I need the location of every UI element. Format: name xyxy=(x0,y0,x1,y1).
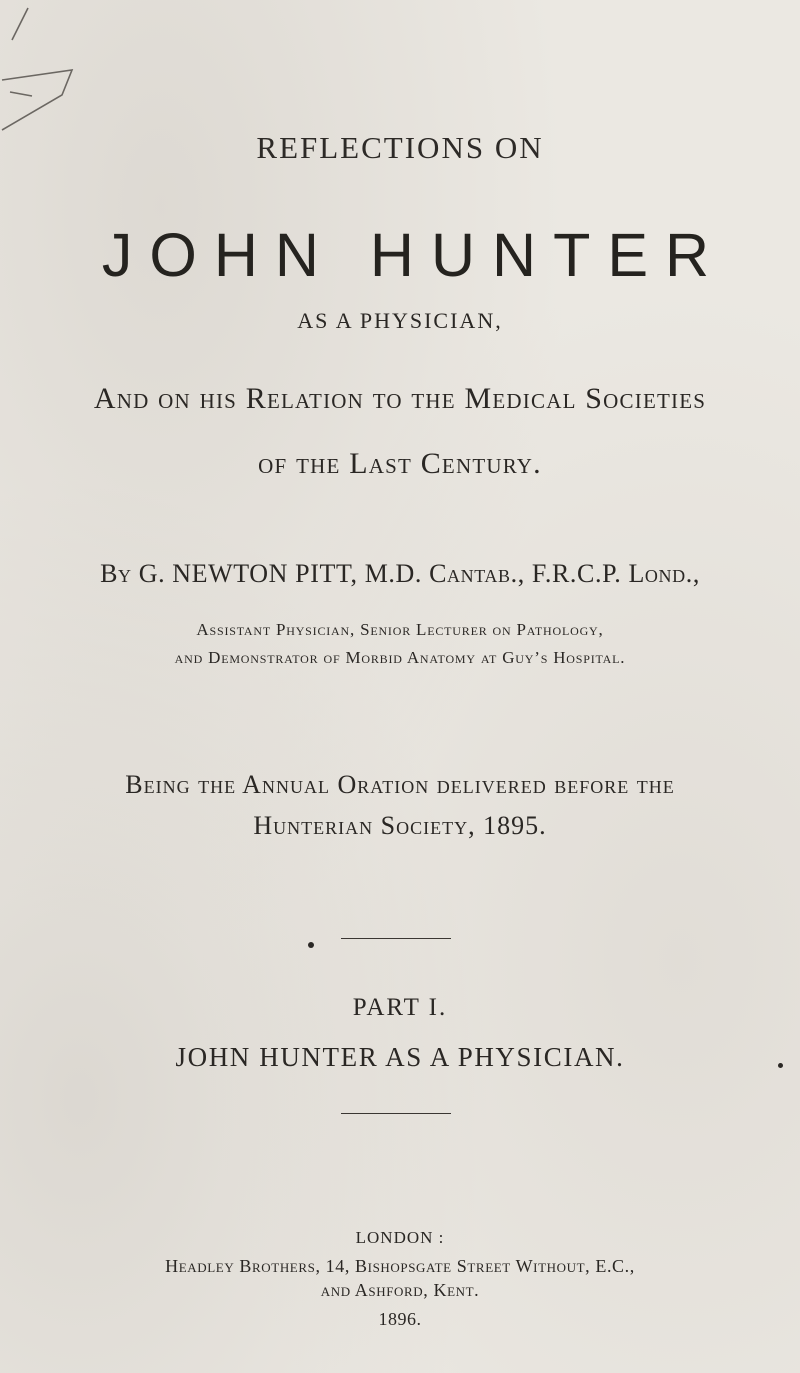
imprint-year: 1896. xyxy=(378,1309,422,1329)
pre-title: REFLECTIONS ON xyxy=(256,130,544,165)
author-byline: By G. NEWTON PITT, M.D. Cantab., F.R.C.P. Lond., xyxy=(100,559,700,588)
divider-rule xyxy=(341,1113,451,1114)
oration-line-1: Being the Annual Oration delivered before the xyxy=(125,770,675,799)
part-label: PART I. xyxy=(352,994,448,1021)
imprint-city: LONDON : xyxy=(355,1228,445,1247)
ink-speck xyxy=(778,1063,783,1068)
main-title: JOHN HUNTER xyxy=(101,221,727,289)
imprint-publisher-1: Headley Brothers, 14, Bishopsgate Street Without, E.C., xyxy=(165,1256,635,1276)
ink-speck xyxy=(308,942,314,948)
imprint-publisher-2: and Ashford, Kent. xyxy=(320,1280,480,1300)
divider-rule xyxy=(341,938,451,939)
author-position-2: and Demonstrator of Morbid Anatomy at Guy’s Hospital. xyxy=(174,648,626,667)
relation-line-1: And on his Relation to the Medical Societies xyxy=(93,382,707,415)
part-title: JOHN HUNTER AS A PHYSICIAN. xyxy=(175,1042,625,1072)
subtitle: AS A PHYSICIAN, xyxy=(297,308,503,333)
oration-line-2: Hunterian Society, 1895. xyxy=(253,811,547,840)
relation-line-2: of the Last Century. xyxy=(258,447,542,480)
author-position-1: Assistant Physician, Senior Lecturer on Pathology, xyxy=(196,620,604,639)
pencil-mark-icon xyxy=(0,0,110,140)
